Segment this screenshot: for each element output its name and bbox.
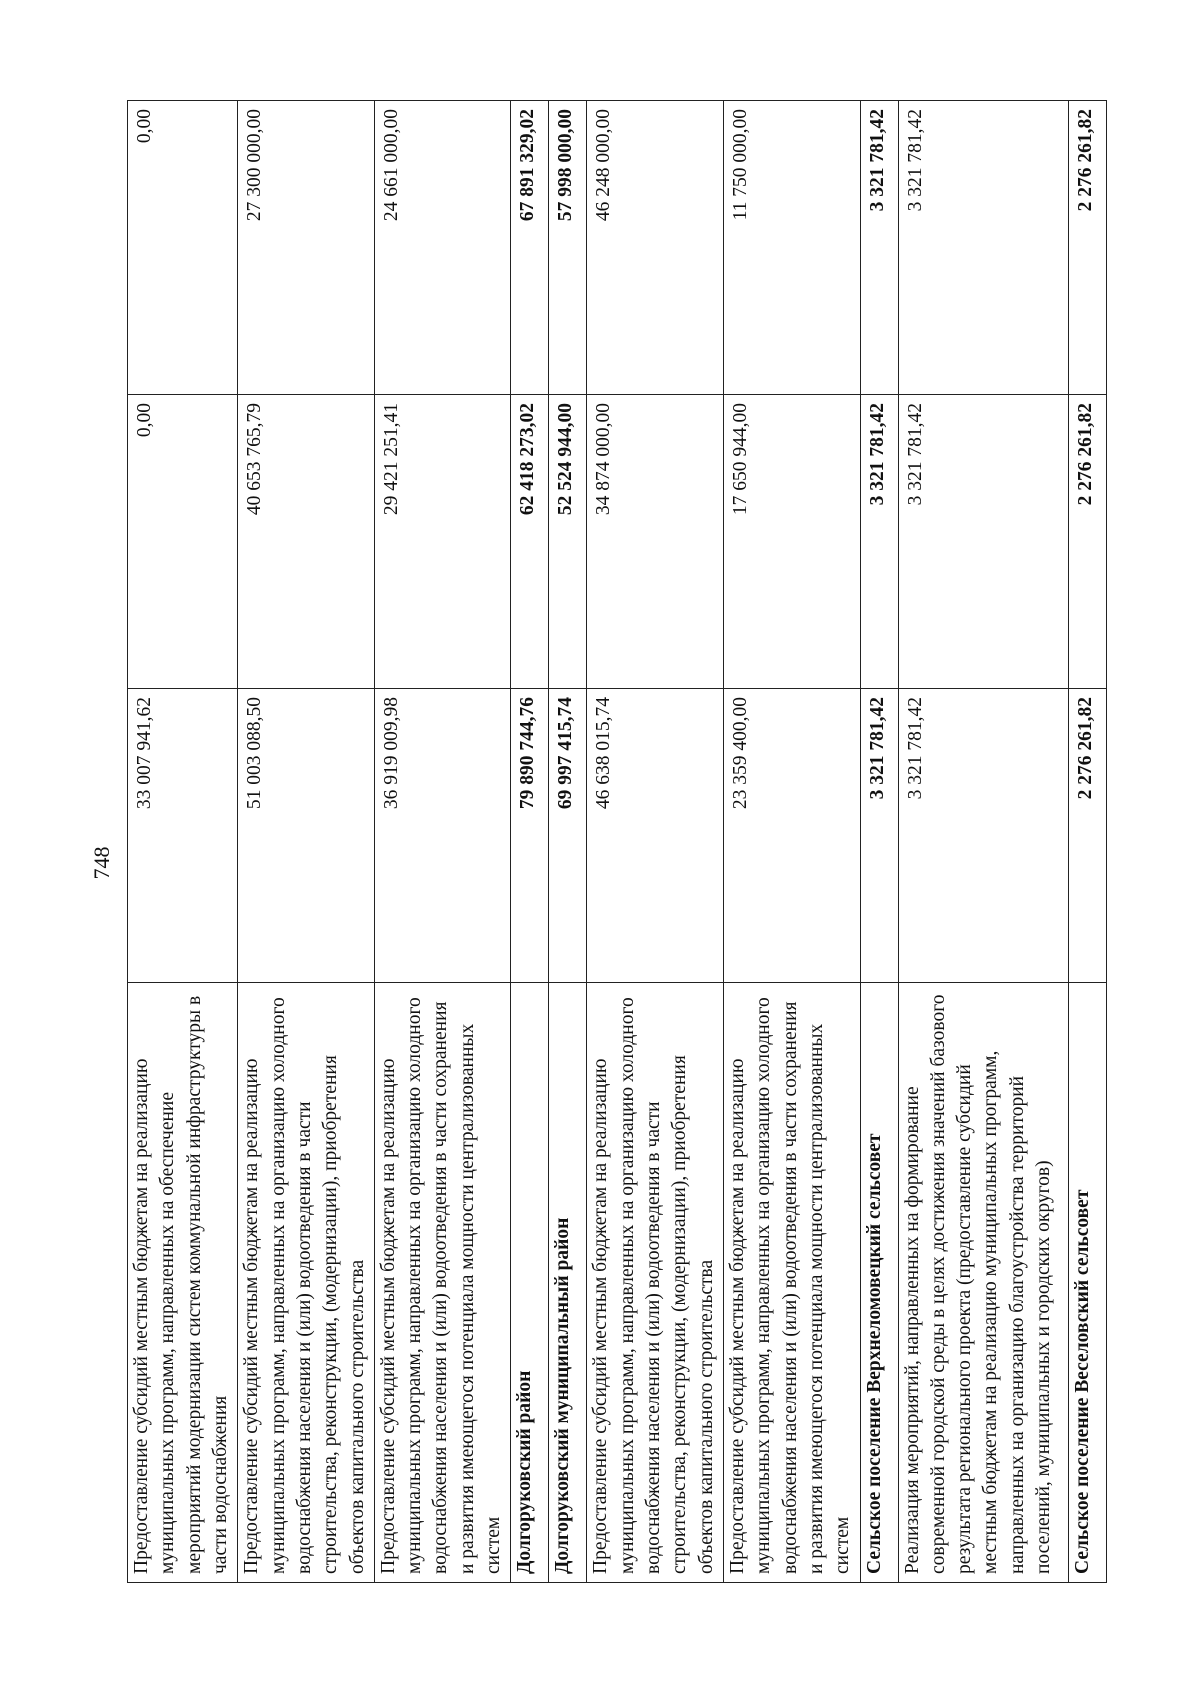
row-value-3: 2 276 261,82 (1068, 101, 1106, 395)
row-description: Долгоруковский муниципальный район (549, 983, 587, 1583)
row-description: Предоставление субсидий местным бюджетам на реализацию муниципальных программ, направленных на организацию холодного водоснабжения населения и (или) водоотведения в части сохранения и развития имеющегося потенциала мощности централизованных систем (374, 983, 511, 1583)
row-description: Долгоруковский район (511, 983, 549, 1583)
row-value-3: 3 321 781,42 (898, 101, 1068, 395)
row-value-3: 27 300 000,00 (238, 101, 375, 395)
row-value-2: 52 524 944,00 (549, 395, 587, 689)
page-number: 748 (89, 846, 114, 880)
row-value-1: 2 276 261,82 (1068, 689, 1106, 983)
table-row (1068, 101, 1106, 1583)
row-value-1: 23 359 400,00 (723, 689, 860, 983)
table-row (511, 101, 549, 1583)
row-value-1: 51 003 088,50 (238, 689, 375, 983)
row-value-3: 0,00 (128, 101, 238, 395)
row-value-1: 3 321 781,42 (860, 689, 898, 983)
budget-table (127, 100, 1107, 1583)
row-description: Реализация мероприятий, направленных на формирование современной городской среды в целях достижения значений базового результата регионального проекта (предоставление субсидий местным бюджетам на реализацию муниципальных программ, направленных на организацию благоустройства территорий поселений, муниципальных и городских округов) (898, 983, 1068, 1583)
row-description: Предоставление субсидий местным бюджетам на реализацию муниципальных программ, направленных на организацию холодного водоснабжения населения и (или) водоотведения в части строительства, реконструкции, (модернизации), приобретения объектов капитального строительства (238, 983, 375, 1583)
row-value-1: 3 321 781,42 (898, 689, 1068, 983)
row-value-1: 69 997 415,74 (549, 689, 587, 983)
row-value-1: 46 638 015,74 (587, 689, 724, 983)
row-description: Сельское поселение Верхнеломовецкий сельсовет (860, 983, 898, 1583)
row-value-2: 17 650 944,00 (723, 395, 860, 689)
row-value-2: 3 321 781,42 (898, 395, 1068, 689)
row-value-2: 29 421 251,41 (374, 395, 511, 689)
row-value-1: 79 890 744,76 (511, 689, 549, 983)
row-value-3: 57 998 000,00 (549, 101, 587, 395)
budget-table-body (128, 101, 1107, 1583)
row-value-2: 3 321 781,42 (860, 395, 898, 689)
row-value-2: 0,00 (128, 395, 238, 689)
table-row (128, 101, 238, 1583)
row-value-2: 2 276 261,82 (1068, 395, 1106, 689)
row-value-3: 3 321 781,42 (860, 101, 898, 395)
row-value-1: 36 919 009,98 (374, 689, 511, 983)
row-value-3: 11 750 000,00 (723, 101, 860, 395)
row-value-2: 34 874 000,00 (587, 395, 724, 689)
row-value-3: 67 891 329,02 (511, 101, 549, 395)
row-value-2: 40 653 765,79 (238, 395, 375, 689)
table-row (549, 101, 587, 1583)
row-description: Предоставление субсидий местным бюджетам на реализацию муниципальных программ, направленных на обеспечение мероприятий модернизации систем коммунальной инфраструктуры в части водоснабжения (128, 983, 238, 1583)
row-description: Предоставление субсидий местным бюджетам на реализацию муниципальных программ, направленных на организацию холодного водоснабжения населения и (или) водоотведения в части сохранения и развития имеющегося потенциала мощности централизованных систем (723, 983, 860, 1583)
table-row (374, 101, 511, 1583)
row-value-2: 62 418 273,02 (511, 395, 549, 689)
table-row (587, 101, 724, 1583)
row-value-1: 33 007 941,62 (128, 689, 238, 983)
table-row (860, 101, 898, 1583)
row-value-3: 46 248 000,00 (587, 101, 724, 395)
rotated-table-wrapper (127, 103, 1096, 1583)
row-value-3: 24 661 000,00 (374, 101, 511, 395)
table-row (723, 101, 860, 1583)
table-row (238, 101, 375, 1583)
table-row (898, 101, 1068, 1583)
row-description: Предоставление субсидий местным бюджетам на реализацию муниципальных программ, направленных на организацию холодного водоснабжения населения и (или) водоотведения в части строительства, реконструкции, (модернизации), приобретения объектов капитального строительства (587, 983, 724, 1583)
row-description: Сельское поселение Веселовский сельсовет (1068, 983, 1106, 1583)
